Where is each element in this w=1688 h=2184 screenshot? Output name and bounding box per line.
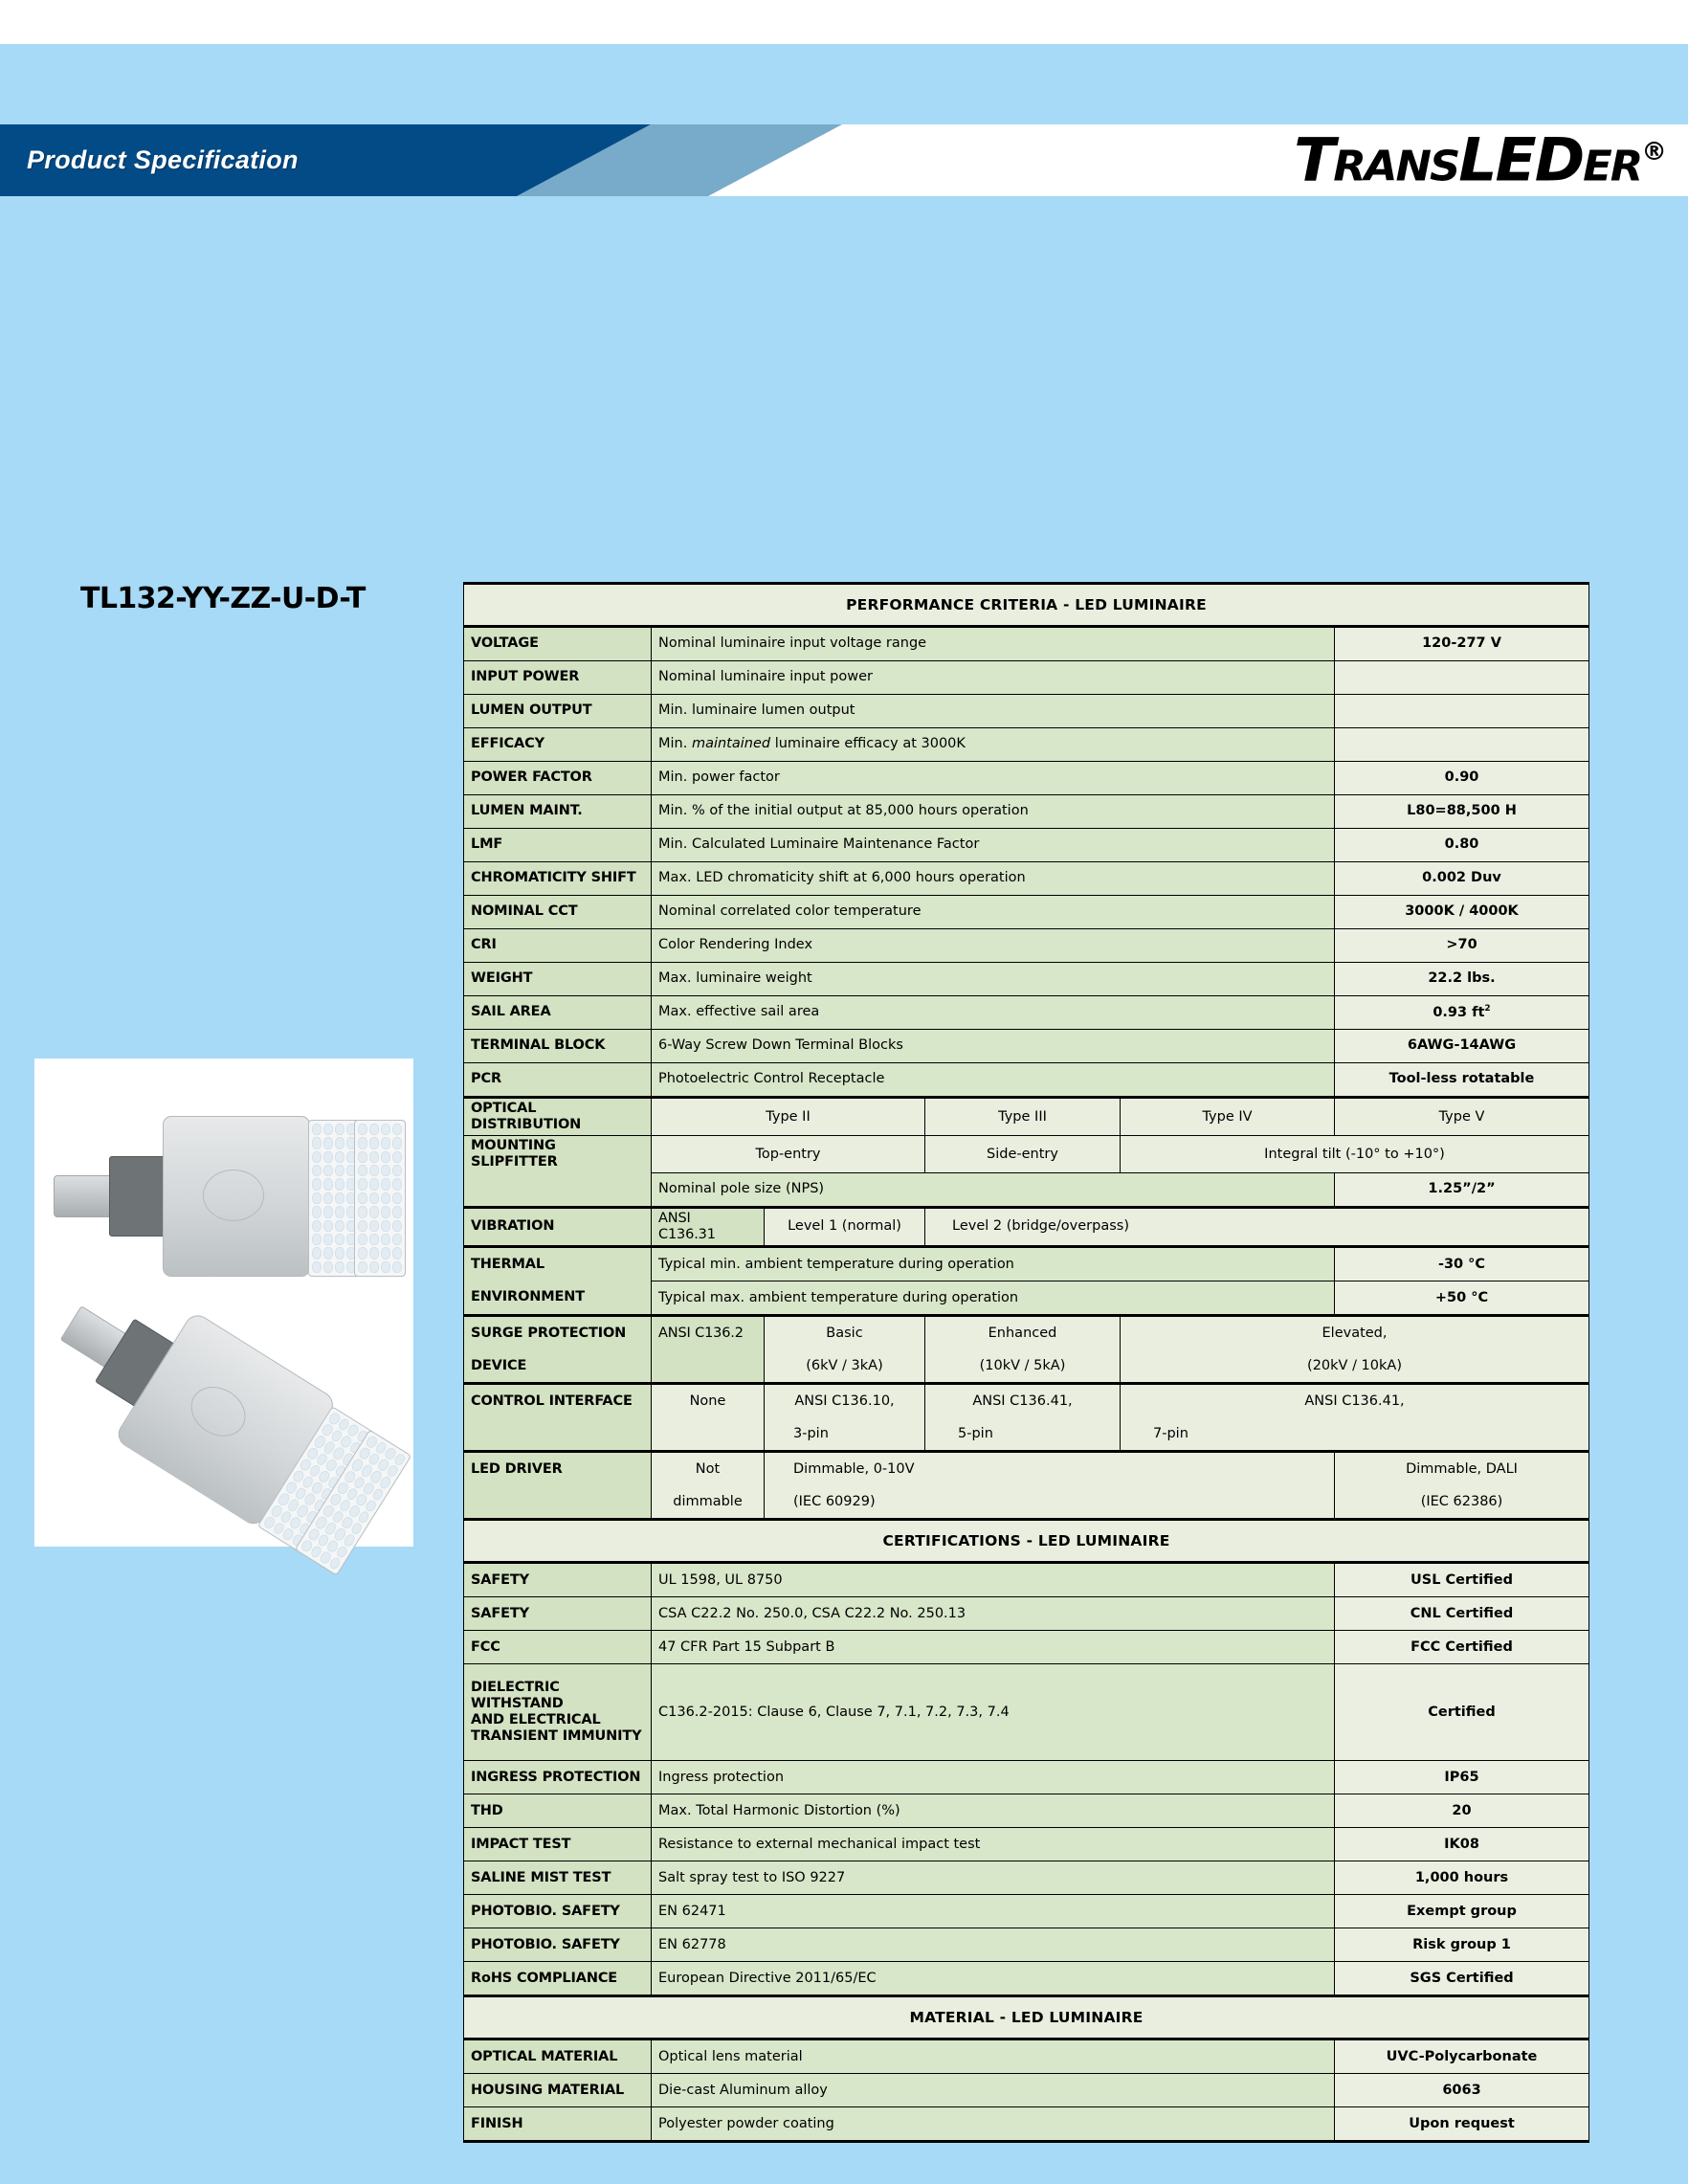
table-row-control-interface-line1	[464, 1384, 1589, 1418]
table-row	[464, 1962, 1589, 1996]
row-value: USL Certified	[1335, 1563, 1589, 1597]
table-row	[464, 1563, 1589, 1597]
row-desc: CSA C22.2 No. 250.0, CSA C22.2 No. 250.13	[652, 1597, 1335, 1631]
row-label: INGRESS PROTECTION	[464, 1761, 652, 1794]
table-row-thermal-max	[464, 1281, 1589, 1316]
surge-basic-line2: (6kV / 3kA)	[765, 1349, 925, 1384]
table-row-nominal-pole-size	[464, 1172, 1589, 1207]
row-label: VIBRATION	[464, 1207, 652, 1246]
row-label: WEIGHT	[464, 963, 652, 996]
row-value: SGS Certified	[1335, 1962, 1589, 1996]
vibration-standard	[652, 1207, 765, 1246]
row-label-dielectric	[464, 1664, 652, 1761]
led-driver-option-3-line1: Dimmable, DALI	[1335, 1452, 1589, 1486]
table-row	[464, 2107, 1589, 2142]
row-label-empty	[464, 1172, 652, 1207]
surge-elevated-line2: (20kV / 10kA)	[1121, 1349, 1589, 1384]
table-row	[464, 862, 1589, 896]
section-title-material: MATERIAL - LED LUMINAIRE	[464, 1996, 1589, 2039]
thermal-min-value: -30 °C	[1335, 1247, 1589, 1281]
table-row	[464, 1828, 1589, 1861]
header-blue-strip	[0, 44, 1688, 124]
control-option-2-line1: ANSI C136.10,	[765, 1384, 925, 1418]
registered-trademark-icon: ®	[1641, 138, 1667, 167]
row-desc: Ingress protection	[652, 1761, 1335, 1794]
row-value: FCC Certified	[1335, 1631, 1589, 1664]
logo-rans: RANS	[1333, 142, 1459, 191]
dielectric-label-line3: TRANSIENT IMMUNITY	[471, 1728, 642, 1745]
led-optic-panel-left	[308, 1120, 360, 1277]
product-code: TL132-YY-ZZ-U-D-T	[80, 582, 366, 615]
header-white-top	[0, 0, 1688, 44]
dielectric-label-line1: DIELECTRIC WITHSTAND	[471, 1679, 564, 1712]
row-value: 0.002 Duv	[1335, 862, 1589, 896]
dielectric-desc: C136.2-2015: Clause 6, Clause 7, 7.1, 7.2, 7.3, 7.4	[652, 1664, 1335, 1761]
row-desc: Color Rendering Index	[652, 929, 1335, 963]
section-title-certifications: CERTIFICATIONS - LED LUMINAIRE	[464, 1520, 1589, 1563]
control-option-none: None	[652, 1384, 765, 1418]
row-value: 0.80	[1335, 829, 1589, 862]
row-desc-pre: Min.	[658, 736, 692, 752]
row-desc: Min. luminaire lumen output	[652, 695, 1335, 728]
row-label: FINISH	[464, 2107, 652, 2142]
row-value-text: 0.93 ft	[1433, 1004, 1485, 1020]
row-label: LMF	[464, 829, 652, 862]
row-label: PCR	[464, 1063, 652, 1098]
table-row-thermal-min	[464, 1247, 1589, 1281]
control-option-4-line1: ANSI C136.41,	[1121, 1384, 1589, 1418]
table-row	[464, 1631, 1589, 1664]
row-value: 6063	[1335, 2074, 1589, 2107]
row-label: MOUNTING SLIPFITTER	[464, 1136, 652, 1173]
row-label-thermal-line1: THERMAL	[464, 1247, 652, 1281]
table-row	[464, 1928, 1589, 1962]
row-value: IP65	[1335, 1761, 1589, 1794]
vibration-standard-line2: C136.31	[658, 1227, 716, 1243]
table-row-led-driver-line1	[464, 1452, 1589, 1486]
table-row	[464, 1597, 1589, 1631]
table-row-vibration	[464, 1207, 1589, 1246]
row-desc: Polyester powder coating	[652, 2107, 1335, 2142]
surge-enhanced-line2: (10kV / 5kA)	[925, 1349, 1121, 1384]
row-label: VOLTAGE	[464, 627, 652, 661]
row-desc	[652, 728, 1335, 762]
row-desc: Salt spray test to ISO 9227	[652, 1861, 1335, 1895]
table-row	[464, 829, 1589, 862]
table-row	[464, 896, 1589, 929]
table-row	[464, 1895, 1589, 1928]
row-desc: 47 CFR Part 15 Subpart B	[652, 1631, 1335, 1664]
row-label-surge-line2: DEVICE	[464, 1349, 652, 1384]
table-row-control-interface-line2	[464, 1417, 1589, 1452]
table-row-dielectric	[464, 1664, 1589, 1761]
led-driver-option-2-line2: (IEC 60929)	[765, 1485, 1335, 1520]
section-title-performance: PERFORMANCE CRITERIA - LED LUMINAIRE	[464, 584, 1589, 627]
row-label: SAFETY	[464, 1563, 652, 1597]
table-row	[464, 996, 1589, 1030]
table-row	[464, 728, 1589, 762]
row-value: 1,000 hours	[1335, 1861, 1589, 1895]
thermal-max-value: +50 °C	[1335, 1281, 1589, 1316]
row-value: Risk group 1	[1335, 1928, 1589, 1962]
row-value: Exempt group	[1335, 1895, 1589, 1928]
table-row	[464, 2074, 1589, 2107]
control-option-none-line2	[652, 1417, 765, 1452]
row-label-empty	[464, 1485, 652, 1520]
nps-value: 1.25”/2”	[1335, 1172, 1589, 1207]
table-row	[464, 762, 1589, 795]
row-desc: EN 62778	[652, 1928, 1335, 1962]
logo-led: LED	[1458, 124, 1584, 195]
optical-option-type-3: Type III	[925, 1098, 1121, 1136]
control-option-2-line2: 3-pin	[765, 1417, 925, 1452]
control-option-3-line2: 5-pin	[925, 1417, 1121, 1452]
row-value	[1335, 996, 1589, 1030]
row-desc: Max. Total Harmonic Distortion (%)	[652, 1794, 1335, 1828]
table-row-mounting-slipfitter	[464, 1136, 1589, 1173]
row-value: Tool-less rotatable	[1335, 1063, 1589, 1098]
row-label: CHROMATICITY SHIFT	[464, 862, 652, 896]
thermal-min-desc: Typical min. ambient temperature during operation	[652, 1247, 1335, 1281]
row-label: THD	[464, 1794, 652, 1828]
row-label: FCC	[464, 1631, 652, 1664]
spec-table-body	[464, 584, 1589, 2142]
control-option-4-line2: 7-pin	[1121, 1417, 1589, 1452]
table-row-led-driver-line2	[464, 1485, 1589, 1520]
row-label: OPTICAL DISTRIBUTION	[464, 1098, 652, 1136]
row-label: SAFETY	[464, 1597, 652, 1631]
product-photo-top-view	[52, 1095, 404, 1277]
dielectric-label-line2: AND ELECTRICAL	[471, 1712, 601, 1728]
vibration-standard-line1: ANSI	[658, 1210, 691, 1226]
row-value	[1335, 728, 1589, 762]
table-row	[464, 1794, 1589, 1828]
product-photo-angled-view	[9, 1219, 444, 1615]
row-desc: Photoelectric Control Receptacle	[652, 1063, 1335, 1098]
row-label: SALINE MIST TEST	[464, 1861, 652, 1895]
row-desc: Max. LED chromaticity shift at 6,000 hours operation	[652, 862, 1335, 896]
row-desc: Nominal luminaire input power	[652, 661, 1335, 695]
table-row	[464, 627, 1589, 661]
row-label: SAIL AREA	[464, 996, 652, 1030]
row-value: Upon request	[1335, 2107, 1589, 2142]
surge-basic-line1: Basic	[765, 1316, 925, 1350]
pcr-receptacle-circle	[203, 1170, 264, 1221]
row-value: 120-277 V	[1335, 627, 1589, 661]
row-desc: Min. Calculated Luminaire Maintenance Factor	[652, 829, 1335, 862]
table-row	[464, 929, 1589, 963]
row-value: 22.2 lbs.	[1335, 963, 1589, 996]
led-optic-panel-right	[354, 1120, 406, 1277]
row-label: INPUT POWER	[464, 661, 652, 695]
row-value: IK08	[1335, 1828, 1589, 1861]
mounting-option-side-entry: Side-entry	[925, 1136, 1121, 1173]
led-driver-option-1-line2: dimmable	[652, 1485, 765, 1520]
page-title: Product Specification	[27, 145, 299, 174]
row-label: PHOTOBIO. SAFETY	[464, 1895, 652, 1928]
row-desc: Nominal luminaire input voltage range	[652, 627, 1335, 661]
section-header-material	[464, 1996, 1589, 2039]
surge-standard-empty	[652, 1349, 765, 1384]
thermal-max-desc: Typical max. ambient temperature during operation	[652, 1281, 1335, 1316]
row-label: OPTICAL MATERIAL	[464, 2039, 652, 2074]
table-row	[464, 1030, 1589, 1063]
row-desc-post: luminaire efficacy at 3000K	[770, 736, 966, 752]
led-driver-option-1-line1: Not	[652, 1452, 765, 1486]
table-row	[464, 2039, 1589, 2074]
row-desc: Resistance to external mechanical impact test	[652, 1828, 1335, 1861]
row-desc: Nominal correlated color temperature	[652, 896, 1335, 929]
page-header	[0, 0, 1688, 196]
row-value: 20	[1335, 1794, 1589, 1828]
nps-desc: Nominal pole size (NPS)	[652, 1172, 1335, 1207]
logo-er: ER	[1583, 142, 1642, 191]
optical-option-type-4: Type IV	[1121, 1098, 1335, 1136]
row-label: LUMEN OUTPUT	[464, 695, 652, 728]
row-value	[1335, 661, 1589, 695]
row-label: POWER FACTOR	[464, 762, 652, 795]
row-label: NOMINAL CCT	[464, 896, 652, 929]
row-label-thermal-line2: ENVIRONMENT	[464, 1281, 652, 1316]
row-desc-italic: maintained	[691, 736, 771, 752]
vibration-level-2: Level 2 (bridge/overpass)	[925, 1207, 1589, 1246]
surge-elevated-line1: Elevated,	[1121, 1316, 1589, 1350]
specification-table	[463, 582, 1589, 2143]
brand-logo	[1294, 123, 1667, 195]
row-value-superscript: 2	[1484, 1004, 1491, 1014]
row-value: L80=88,500 H	[1335, 795, 1589, 829]
row-desc: 6-Way Screw Down Terminal Blocks	[652, 1030, 1335, 1063]
row-desc: Max. effective sail area	[652, 996, 1335, 1030]
row-value: 6AWG-14AWG	[1335, 1030, 1589, 1063]
row-value: >70	[1335, 929, 1589, 963]
row-desc: European Directive 2011/65/EC	[652, 1962, 1335, 1996]
brand-logo-text	[1294, 123, 1667, 197]
control-option-3-line1: ANSI C136.41,	[925, 1384, 1121, 1418]
mounting-option-top-entry: Top-entry	[652, 1136, 925, 1173]
table-row	[464, 1063, 1589, 1098]
table-row	[464, 1761, 1589, 1794]
row-label: CRI	[464, 929, 652, 963]
row-label: CONTROL INTERFACE	[464, 1384, 652, 1418]
table-row-surge-line1	[464, 1316, 1589, 1350]
table-row-surge-line2	[464, 1349, 1589, 1384]
dielectric-value: Certified	[1335, 1664, 1589, 1761]
row-label: PHOTOBIO. SAFETY	[464, 1928, 652, 1962]
logo-letter-t: T	[1294, 124, 1334, 195]
row-value: CNL Certified	[1335, 1597, 1589, 1631]
table-row	[464, 661, 1589, 695]
row-label: LUMEN MAINT.	[464, 795, 652, 829]
led-driver-option-3-line2: (IEC 62386)	[1335, 1485, 1589, 1520]
row-label: LED DRIVER	[464, 1452, 652, 1486]
row-desc: Max. luminaire weight	[652, 963, 1335, 996]
mounting-option-integral-tilt: Integral tilt (-10° to +10°)	[1121, 1136, 1589, 1173]
row-label-surge-line1: SURGE PROTECTION	[464, 1316, 652, 1350]
row-value: UVC-Polycarbonate	[1335, 2039, 1589, 2074]
row-label: TERMINAL BLOCK	[464, 1030, 652, 1063]
row-value: 3000K / 4000K	[1335, 896, 1589, 929]
led-driver-option-2-line1: Dimmable, 0-10V	[765, 1452, 1335, 1486]
row-label: HOUSING MATERIAL	[464, 2074, 652, 2107]
section-header-performance	[464, 584, 1589, 627]
row-label: RoHS COMPLIANCE	[464, 1962, 652, 1996]
row-label: EFFICACY	[464, 728, 652, 762]
table-row-optical-distribution	[464, 1098, 1589, 1136]
row-label: IMPACT TEST	[464, 1828, 652, 1861]
optical-option-type-5: Type V	[1335, 1098, 1589, 1136]
row-desc: Die-cast Aluminum alloy	[652, 2074, 1335, 2107]
surge-enhanced-line1: Enhanced	[925, 1316, 1121, 1350]
surge-standard: ANSI C136.2	[652, 1316, 765, 1350]
table-row	[464, 795, 1589, 829]
vibration-level-1: Level 1 (normal)	[765, 1207, 925, 1246]
table-row	[464, 963, 1589, 996]
row-value	[1335, 695, 1589, 728]
table-row	[464, 695, 1589, 728]
row-desc: EN 62471	[652, 1895, 1335, 1928]
row-desc: UL 1598, UL 8750	[652, 1563, 1335, 1597]
section-header-certifications	[464, 1520, 1589, 1563]
row-label-empty	[464, 1417, 652, 1452]
pole-tenon	[54, 1175, 115, 1217]
product-image-panel	[34, 1059, 413, 1547]
table-row	[464, 1861, 1589, 1895]
row-desc: Min. % of the initial output at 85,000 hours operation	[652, 795, 1335, 829]
optical-option-type-2: Type II	[652, 1098, 925, 1136]
row-value: 0.90	[1335, 762, 1589, 795]
row-desc: Optical lens material	[652, 2039, 1335, 2074]
row-desc: Min. power factor	[652, 762, 1335, 795]
